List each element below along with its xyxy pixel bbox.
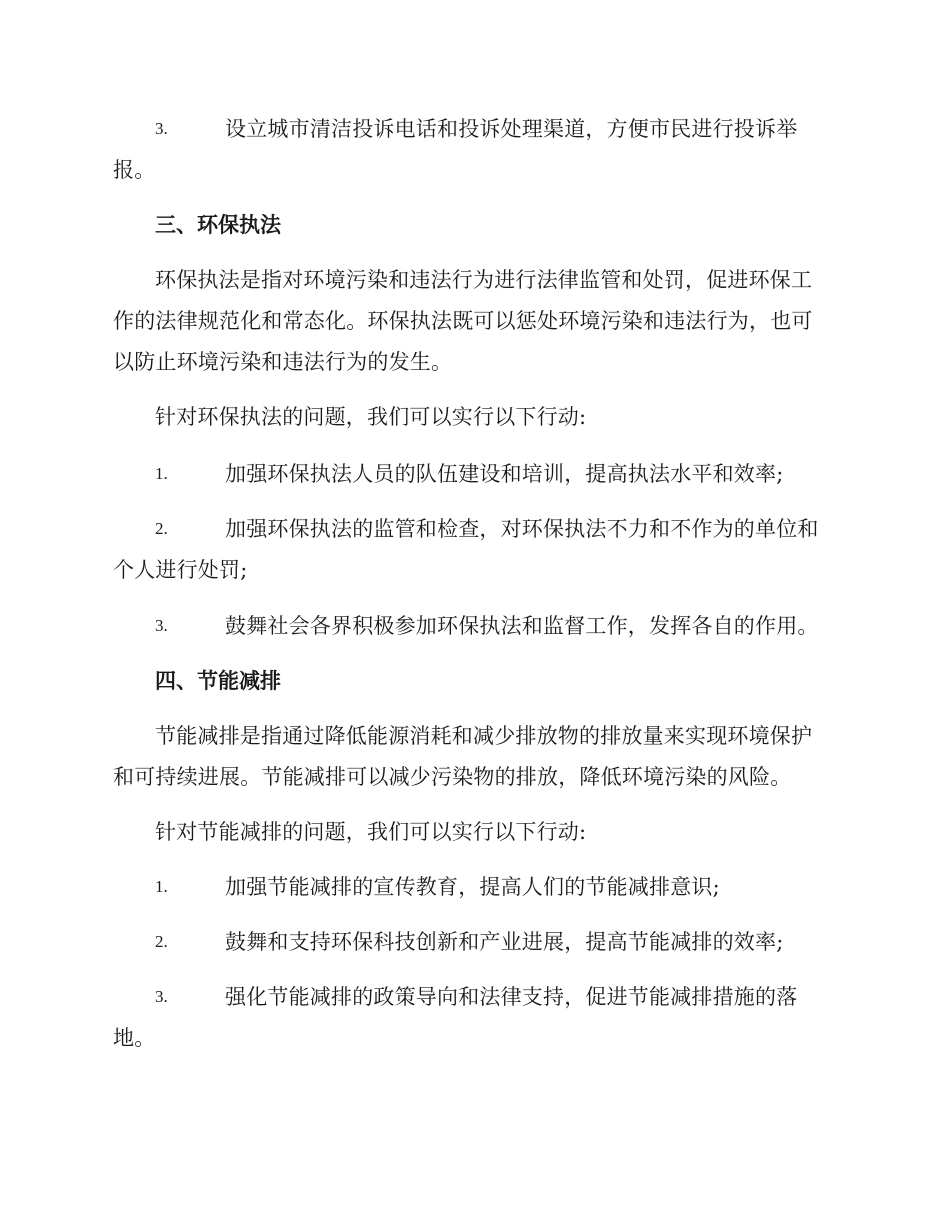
paragraph-line: 作的法律规范化和常态化。环保执法既可以惩处环境污染和违法行为，也可 [113,309,813,333]
paragraph-line: 和可持续进展。节能减排可以减少污染物的排放，降低环境污染的风险。 [113,765,792,789]
list-item-number: 1. [155,464,168,483]
list-item-text-continued: 报。 [113,158,156,182]
list-item-text: 鼓舞社会各界积极参加环保执法和监督工作，发挥各自的作用。 [225,614,819,638]
section-heading: 三、环保执法 [155,213,281,237]
list-item-text-continued: 个人进行处罚; [113,558,248,582]
list-intro: 针对环保执法的问题，我们可以实行以下行动: [155,405,587,429]
paragraph-line: 以防止环境污染和违法行为的发生。 [113,350,453,374]
list-item-number: 3. [155,616,168,635]
list-item-number: 2. [155,519,168,538]
list-item-number: 3. [155,987,168,1006]
section-heading: 四、节能减排 [155,669,281,693]
list-item-text: 加强环保执法人员的队伍建设和培训，提高执法水平和效率; [225,462,784,486]
list-item-text: 强化节能减排的政策导向和法律支持，促进节能减排措施的落 [225,985,798,1009]
list-item-text: 加强环保执法的监管和检查，对环保执法不力和不作为的单位和 [225,517,819,541]
list-item-number: 3. [155,119,168,138]
list-item-text: 加强节能减排的宣传教育，提高人们的节能减排意识; [225,875,720,899]
list-intro: 针对节能减排的问题，我们可以实行以下行动: [155,820,587,844]
paragraph-line: 节能减排是指通过降低能源消耗和减少排放物的排放量来实现环境保护 [155,724,813,748]
list-item-text-continued: 地。 [113,1026,156,1050]
list-item-text: 设立城市清洁投诉电话和投诉处理渠道，方便市民进行投诉举 [225,117,798,141]
paragraph-line: 环保执法是指对环境污染和违法行为进行法律监管和处罚，促进环保工 [155,268,813,292]
list-item-number: 1. [155,877,168,896]
list-item-text: 鼓舞和支持环保科技创新和产业进展，提高节能减排的效率; [225,930,784,954]
list-item-number: 2. [155,932,168,951]
